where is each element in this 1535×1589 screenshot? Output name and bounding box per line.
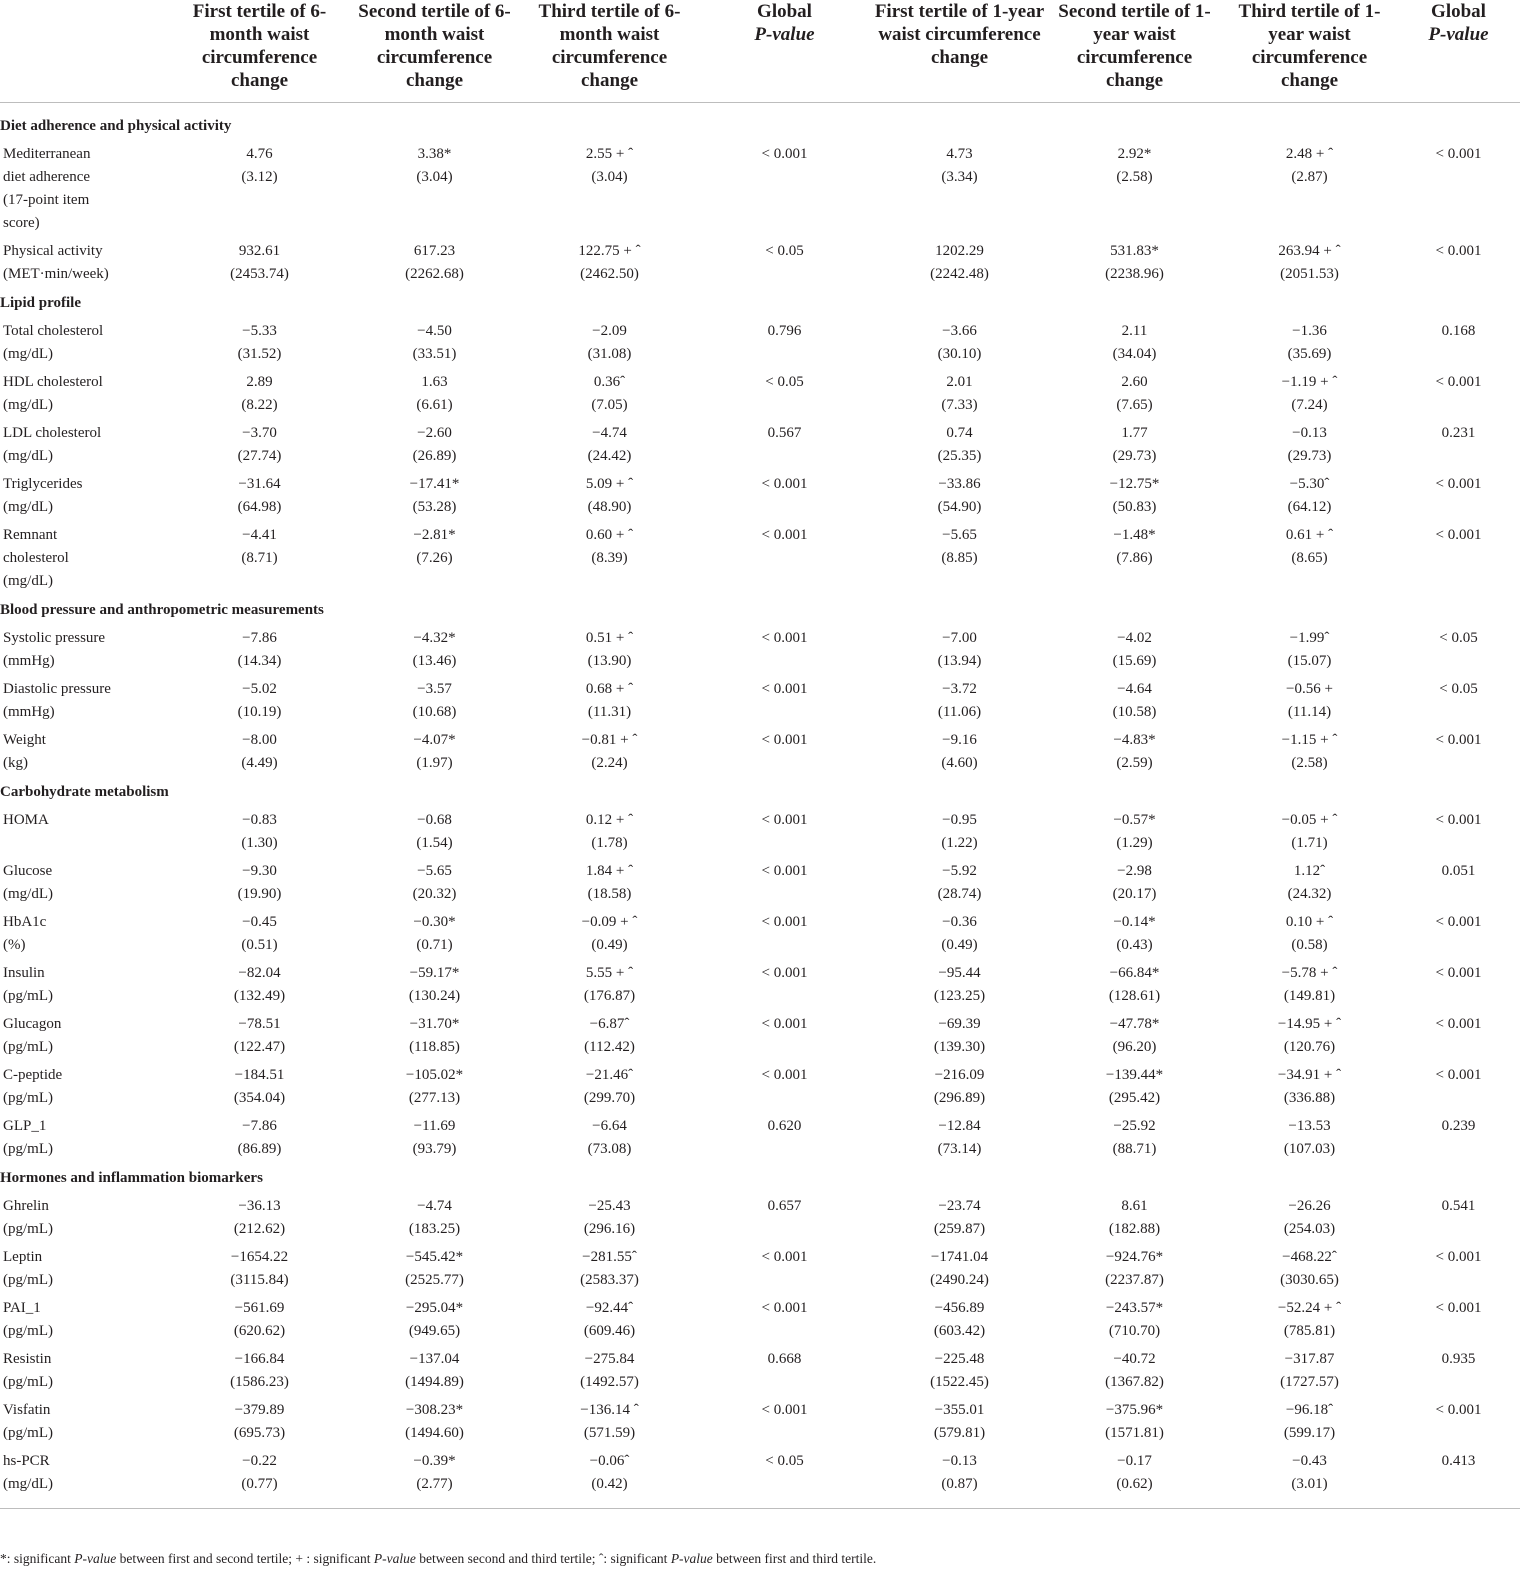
table-row (0, 809, 1520, 860)
table-cell: 0.051 (1441, 863, 1476, 879)
table-cell: −78.51 (122.47) (233, 1016, 286, 1055)
table-cell: −69.39 (139.30) (933, 1016, 986, 1055)
table-cell: −40.72 (1367.82) (1105, 1351, 1164, 1390)
row-label: Mediterranean diet adherence (17-point item score) (3, 146, 91, 231)
table-cell: 0.74 (25.35) (937, 425, 982, 464)
table-cell: −11.69 (93.79) (412, 1118, 457, 1157)
table-cell: −317.87 (1727.57) (1280, 1351, 1339, 1390)
header-cell-blank (0, 0, 172, 103)
table-cell: 2.89 (8.22) (241, 374, 278, 413)
table-cell: 0.668 (767, 1351, 802, 1367)
table-cell: 5.09 + ˆ (48.90) (585, 476, 634, 515)
section-row (0, 780, 1520, 809)
table-cell: < 0.05 (1439, 681, 1478, 697)
table-cell: < 0.001 (1435, 146, 1482, 162)
table-cell: < 0.001 (761, 1300, 808, 1316)
table-cell: −4.41 (8.71) (241, 527, 278, 566)
table-cell: −92.44ˆ (609.46) (583, 1300, 636, 1339)
row-label: Weight (kg) (3, 732, 46, 771)
table-cell: 2.60 (7.65) (1116, 374, 1153, 413)
table-cell: −17.41* (53.28) (409, 476, 460, 515)
table-cell: < 0.001 (761, 630, 808, 646)
table-row (0, 962, 1520, 1013)
table-cell: −5.65 (20.32) (412, 863, 457, 902)
table-cell: 0.60 + ˆ (8.39) (585, 527, 634, 566)
table-cell: −14.95 + ˆ (120.76) (1277, 1016, 1342, 1055)
table-cell: 2.92* (2.58) (1116, 146, 1153, 185)
table-cell: 617.23 (2262.68) (405, 243, 464, 282)
table-cell: −33.86 (54.90) (937, 476, 982, 515)
table-cell: −2.09 (31.08) (587, 323, 632, 362)
table-cell: < 0.001 (1435, 243, 1482, 259)
table-cell: −379.89 (695.73) (233, 1402, 286, 1441)
table-row (0, 240, 1520, 291)
row-label: Ghrelin (pg/mL) (3, 1198, 53, 1237)
table-cell: < 0.001 (761, 732, 808, 748)
table-cell: < 0.001 (761, 681, 808, 697)
table-row (0, 1115, 1520, 1166)
table-cell: −225.48 (1522.45) (930, 1351, 989, 1390)
table-cell: −2.98 (20.17) (1112, 863, 1157, 902)
table-cell: < 0.001 (1435, 812, 1482, 828)
table-cell: −5.92 (28.74) (937, 863, 982, 902)
table-cell: 0.935 (1441, 1351, 1476, 1367)
table-cell: −0.14* (0.43) (1113, 914, 1156, 953)
table-cell: < 0.001 (1435, 476, 1482, 492)
table-cell: 2.01 (7.33) (941, 374, 978, 413)
table-cell: 0.620 (767, 1118, 802, 1134)
table-cell: < 0.001 (761, 1402, 808, 1418)
section-row (0, 103, 1520, 144)
table-cell: 0.657 (767, 1198, 802, 1214)
table-cell: −4.64 (10.58) (1112, 681, 1157, 720)
table-cell: < 0.001 (1435, 1300, 1482, 1316)
table-cell: < 0.001 (1435, 1016, 1482, 1032)
table-cell: −26.26 (254.03) (1283, 1198, 1336, 1237)
row-label: Leptin (pg/mL) (3, 1249, 53, 1288)
column-header: Third tertile of 1-year waist circumference change (1222, 0, 1397, 103)
table-cell: 0.51 + ˆ (13.90) (585, 630, 634, 669)
row-label: Physical activity (MET·min/week) (3, 243, 109, 282)
table-cell: −8.00 (4.49) (241, 732, 278, 771)
table-cell: −5.02 (10.19) (237, 681, 282, 720)
row-label: GLP_1 (pg/mL) (3, 1118, 53, 1157)
table-cell: 0.12 + ˆ (1.78) (585, 812, 634, 851)
table-row (0, 1246, 1520, 1297)
table-cell: −23.74 (259.87) (933, 1198, 986, 1237)
table-cell: −1654.22 (3115.84) (230, 1249, 289, 1288)
table-cell: 1202.29 (2242.48) (930, 243, 989, 282)
table-cell: < 0.001 (761, 812, 808, 828)
table-cell: −0.39* (2.77) (347, 1450, 522, 1509)
table-cell: −105.02* (277.13) (405, 1067, 464, 1106)
table-cell: −12.75* (50.83) (1109, 476, 1160, 515)
table-cell: −0.57* (1.29) (1113, 812, 1156, 851)
table-cell: −924.76* (2237.87) (1105, 1249, 1164, 1288)
table-cell: −0.83 (1.30) (241, 812, 278, 851)
table-cell: −5.33 (31.52) (237, 323, 282, 362)
table-header-row (0, 0, 1520, 103)
table-cell: < 0.05 (765, 243, 804, 259)
table-cell: −0.06ˆ (0.42) (522, 1450, 697, 1509)
table-cell: −281.55ˆ (2583.37) (580, 1249, 639, 1288)
table-cell: < 0.001 (761, 146, 808, 162)
table-cell: < 0.001 (761, 476, 808, 492)
table-cell: −47.78* (96.20) (1109, 1016, 1160, 1055)
table-cell: 263.94 + ˆ (2051.53) (1278, 243, 1341, 282)
table-row (0, 1064, 1520, 1115)
table-cell: −31.70* (118.85) (409, 1016, 460, 1055)
table-cell: 8.61 (182.88) (1108, 1198, 1161, 1237)
table-cell: −561.69 (620.62) (233, 1300, 286, 1339)
table-cell: 4.76 (3.12) (241, 146, 278, 185)
row-label: Glucose (mg/dL) (3, 863, 53, 902)
table-cell: −25.92 (88.71) (1112, 1118, 1157, 1157)
table-cell: −7.86 (86.89) (237, 1118, 282, 1157)
table-cell: −0.05 + ˆ (1.71) (1281, 812, 1338, 851)
table-cell: < 0.001 (1435, 1402, 1482, 1418)
section-row (0, 291, 1520, 320)
table-cell: −166.84 (1586.23) (230, 1351, 289, 1390)
table-cell: −25.43 (296.16) (583, 1198, 636, 1237)
table-cell: −4.74 (24.42) (587, 425, 632, 464)
table-cell: −0.56 + (11.14) (1286, 681, 1333, 720)
table-cell: −6.64 (73.08) (587, 1118, 632, 1157)
table-cell: −4.50 (33.51) (412, 323, 457, 362)
section-title: Carbohydrate metabolism (0, 784, 169, 800)
table-cell: 0.10 + ˆ (0.58) (1285, 914, 1334, 953)
column-header: Third tertile of 6-month waist circumference change (522, 0, 697, 103)
row-label: hs-PCR (mg/dL) (0, 1450, 172, 1509)
table-cell: < 0.001 (761, 965, 808, 981)
table-cell: −5.78 + ˆ (149.81) (1281, 965, 1338, 1004)
table-cell: 3.38* (3.04) (416, 146, 453, 185)
table-cell: −9.16 (4.60) (941, 732, 978, 771)
table-footnote: *: significant P-value between first and second tertile; + : significant P-value between second and third tertile; ˆ: significant P-value between first and third tertile. (0, 1551, 877, 1566)
table-cell: < 0.001 (761, 1249, 808, 1265)
table-cell: < 0.001 (761, 863, 808, 879)
row-label: Resistin (pg/mL) (3, 1351, 53, 1390)
section-title: Blood pressure and anthropometric measurements (0, 602, 324, 618)
table-row (0, 143, 1520, 240)
table-cell: −1741.04 (2490.24) (930, 1249, 989, 1288)
table-cell: −4.74 (183.25) (408, 1198, 461, 1237)
row-label: HOMA (3, 812, 49, 828)
table-cell: −1.15 + ˆ (2.58) (1281, 732, 1338, 771)
table-cell: 0.231 (1441, 425, 1476, 441)
table-row (0, 422, 1520, 473)
table-cell: −36.13 (212.62) (233, 1198, 286, 1237)
table-cell: −9.30 (19.90) (237, 863, 282, 902)
table-cell: < 0.001 (1435, 1067, 1482, 1083)
table-cell: 0.567 (767, 425, 802, 441)
table-cell: −5.65 (8.85) (941, 527, 978, 566)
column-header: Second tertile of 1-year waist circumference change (1047, 0, 1222, 103)
table-cell: −96.18ˆ (599.17) (1283, 1402, 1336, 1441)
table-cell: −4.02 (15.69) (1112, 630, 1157, 669)
table-cell: −0.17 (0.62) (1047, 1450, 1222, 1509)
table-cell: 1.63 (6.61) (416, 374, 453, 413)
row-label: C-peptide (pg/mL) (3, 1067, 63, 1106)
table-cell: 2.48 + ˆ (2.87) (1285, 146, 1334, 185)
table-cell: −0.13 (29.73) (1287, 425, 1332, 464)
row-label: Systolic pressure (mmHg) (3, 630, 106, 669)
table-cell: −136.14 ˆ (571.59) (580, 1402, 639, 1441)
table-cell: −31.64 (64.98) (237, 476, 282, 515)
table-cell: 0.541 (1441, 1198, 1476, 1214)
table-cell: 0.796 (767, 323, 802, 339)
table-cell: −95.44 (123.25) (933, 965, 986, 1004)
column-header: Global P-value (1397, 0, 1520, 103)
table-row (0, 1348, 1520, 1399)
section-title: Diet adherence and physical activity (0, 118, 232, 134)
section-row (0, 1166, 1520, 1195)
table-row (0, 320, 1520, 371)
table-cell: 1.77 (29.73) (1112, 425, 1157, 464)
table-cell: −82.04 (132.49) (233, 965, 286, 1004)
table-cell: −12.84 (73.14) (937, 1118, 982, 1157)
section-title: Hormones and inflammation biomarkers (0, 1170, 263, 1186)
table-cell: −66.84* (128.61) (1108, 965, 1161, 1004)
table-cell: 932.61 (2453.74) (230, 243, 289, 282)
table-cell: −1.19 + ˆ (7.24) (1281, 374, 1338, 413)
table-cell: −7.86 (14.34) (237, 630, 282, 669)
table-cell: −3.57 (10.68) (412, 681, 457, 720)
table-row (0, 1399, 1520, 1450)
table-row (0, 627, 1520, 678)
table-cell: −243.57* (710.70) (1105, 1300, 1164, 1339)
table-cell: < 0.05 (1439, 630, 1478, 646)
table-cell: −0.09 + ˆ (0.49) (581, 914, 638, 953)
table-cell: −216.09 (296.89) (933, 1067, 986, 1106)
table-cell: −0.43 (3.01) (1222, 1450, 1397, 1509)
table-cell: 0.413 (1397, 1450, 1520, 1509)
table-cell: −4.32* (13.46) (412, 630, 457, 669)
table-cell: 122.75 + ˆ (2462.50) (578, 243, 641, 282)
table-row (0, 371, 1520, 422)
row-label: Visfatin (pg/mL) (3, 1402, 53, 1441)
column-header: First tertile of 1-year waist circumference change (872, 0, 1047, 103)
table-row (0, 860, 1520, 911)
table-cell: −1.36 (35.69) (1287, 323, 1332, 362)
table-cell: −0.22 (0.77) (172, 1450, 347, 1509)
row-label: Diastolic pressure (mmHg) (3, 681, 111, 720)
table-cell: −2.60 (26.89) (412, 425, 457, 464)
table-cell: −0.30* (0.71) (413, 914, 456, 953)
table-cell: < 0.001 (1435, 732, 1482, 748)
table-cell: −308.23* (1494.60) (405, 1402, 464, 1441)
table-cell: −3.70 (27.74) (237, 425, 282, 464)
table-row (0, 473, 1520, 524)
row-label: HDL cholesterol (mg/dL) (3, 374, 103, 413)
table-cell: −355.01 (579.81) (933, 1402, 986, 1441)
table-row (0, 1297, 1520, 1348)
table-cell: < 0.001 (761, 1067, 808, 1083)
table-cell: −545.42* (2525.77) (405, 1249, 464, 1288)
table-cell: −59.17* (130.24) (408, 965, 461, 1004)
table-cell: −456.89 (603.42) (933, 1300, 986, 1339)
table-cell: −4.83* (2.59) (1113, 732, 1156, 771)
table-cell: −468.22ˆ (3030.65) (1280, 1249, 1339, 1288)
table-cell: 531.83* (2238.96) (1105, 243, 1164, 282)
table-cell: 0.239 (1441, 1118, 1476, 1134)
table-cell: −13.53 (107.03) (1283, 1118, 1336, 1157)
row-label: PAI_1 (pg/mL) (3, 1300, 53, 1339)
table-cell: −0.13 (0.87) (872, 1450, 1047, 1509)
table-cell: −139.44* (295.42) (1105, 1067, 1164, 1106)
table-cell: −21.46ˆ (299.70) (583, 1067, 636, 1106)
table-row (0, 729, 1520, 780)
row-label: LDL cholesterol (mg/dL) (3, 425, 102, 464)
table-cell: 2.11 (34.04) (1112, 323, 1157, 362)
table-cell: −2.81* (7.26) (413, 527, 456, 566)
table-cell: −3.66 (30.10) (937, 323, 982, 362)
table-cell: 0.61 + ˆ (8.65) (1285, 527, 1334, 566)
section-title: Lipid profile (0, 295, 81, 311)
row-label: HbA1c (%) (3, 914, 47, 953)
row-label: Glucagon (pg/mL) (3, 1016, 62, 1055)
table-cell: < 0.001 (1435, 965, 1482, 981)
column-header: Second tertile of 6-month waist circumference change (347, 0, 522, 103)
table-cell: −0.95 (1.22) (941, 812, 978, 851)
table-cell: −184.51 (354.04) (233, 1067, 286, 1106)
table-cell: −0.68 (1.54) (416, 812, 453, 851)
table-cell: −34.91 + ˆ (336.88) (1277, 1067, 1342, 1106)
table-cell: < 0.001 (761, 527, 808, 543)
table-cell: 2.55 + ˆ (3.04) (585, 146, 634, 185)
row-label: Triglycerides (mg/dL) (3, 476, 83, 515)
table-cell: −295.04* (949.65) (405, 1300, 464, 1339)
table-cell: −1.99ˆ (15.07) (1287, 630, 1332, 669)
table-cell: < 0.001 (1435, 914, 1482, 930)
table-cell: 5.55 + ˆ (176.87) (583, 965, 636, 1004)
table-cell: −0.81 + ˆ (2.24) (581, 732, 638, 771)
table-cell: 1.84 + ˆ (18.58) (585, 863, 634, 902)
table-row (0, 1013, 1520, 1064)
table-cell: −52.24 + ˆ (785.81) (1277, 1300, 1342, 1339)
table-cell: 0.168 (1441, 323, 1476, 339)
table-cell: < 0.001 (1435, 527, 1482, 543)
column-header: Global P-value (697, 0, 872, 103)
table-cell: < 0.001 (761, 914, 808, 930)
table-cell: −275.84 (1492.57) (580, 1351, 639, 1390)
section-row (0, 598, 1520, 627)
table-cell: 1.12ˆ (24.32) (1287, 863, 1332, 902)
table-cell: < 0.05 (765, 374, 804, 390)
row-label: Remnant cholesterol (mg/dL) (3, 527, 69, 589)
table-cell: < 0.05 (697, 1450, 872, 1509)
table-row (0, 678, 1520, 729)
table-row (0, 1450, 1520, 1509)
table-cell: −3.72 (11.06) (937, 681, 982, 720)
table-row (0, 524, 1520, 598)
table-cell: −0.45 (0.51) (241, 914, 278, 953)
table-cell: < 0.001 (761, 1016, 808, 1032)
table-cell: < 0.001 (1435, 1249, 1482, 1265)
table-cell: −4.07* (1.97) (413, 732, 456, 771)
table-row (0, 1195, 1520, 1246)
column-header: First tertile of 6-month waist circumference change (172, 0, 347, 103)
table-cell: −0.36 (0.49) (941, 914, 978, 953)
table-cell: −7.00 (13.94) (937, 630, 982, 669)
table-cell: < 0.001 (1435, 374, 1482, 390)
table-cell: 4.73 (3.34) (941, 146, 978, 185)
table-cell: −137.04 (1494.89) (405, 1351, 464, 1390)
table-cell: 0.68 + ˆ (11.31) (585, 681, 634, 720)
row-label: Total cholesterol (mg/dL) (3, 323, 104, 362)
table-cell: −1.48* (7.86) (1113, 527, 1156, 566)
row-label: Insulin (pg/mL) (3, 965, 53, 1004)
table-cell: 0.36ˆ (7.05) (591, 374, 628, 413)
table-cell: −5.30ˆ (64.12) (1287, 476, 1332, 515)
table-row (0, 911, 1520, 962)
table-cell: −375.96* (1571.81) (1105, 1402, 1164, 1441)
table-cell: −6.87ˆ (112.42) (584, 1016, 635, 1055)
